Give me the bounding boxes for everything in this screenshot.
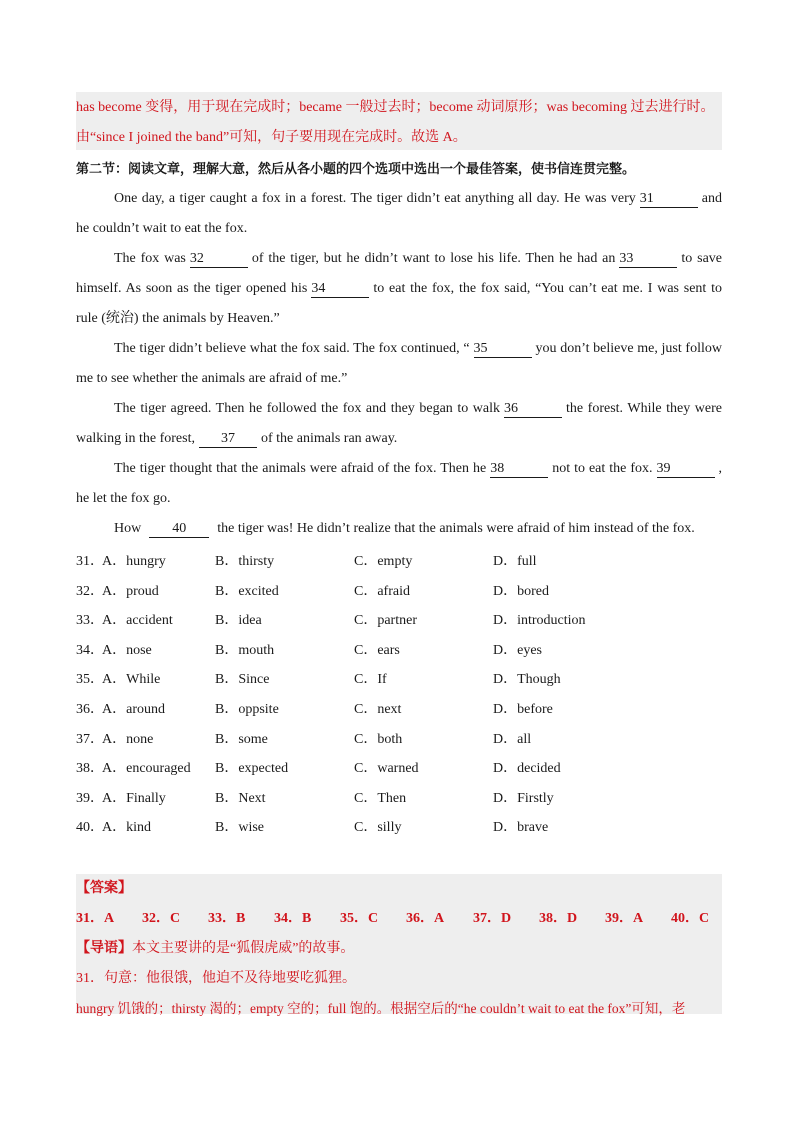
q31-sentence: 31．句意：他很饿，他迫不及待地要吃狐狸。 <box>76 971 356 986</box>
explanation-line-1: has become 变得，用于现在完成时；became 一般过去时；become 动词原形；was becoming 过去进行时。 <box>76 100 715 115</box>
blank-40: 40 <box>149 521 209 538</box>
blank-31: 31 <box>640 191 698 208</box>
option-a[interactable]: A．accident <box>102 613 173 629</box>
option-d[interactable]: D．brave <box>493 820 549 836</box>
passage-line: himself. As soon as the tiger opened his 34 to eat the fox, the fox said, “You can’t eat me. I was sent to <box>76 281 722 296</box>
option-b[interactable]: B．expected <box>215 761 289 777</box>
q31-explanation: hungry 饥饿的；thirsty 渴的；empty 空的；full 饱的。根据空后的“he couldn’t wait to eat the fox”可知，老 <box>76 1001 686 1016</box>
option-b[interactable]: B．wise <box>215 820 264 836</box>
blank-38: 38 <box>490 461 548 478</box>
option-d[interactable]: D．eyes <box>493 642 542 658</box>
passage-line: walking in the forest, 37 of the animals ran away. <box>76 431 398 446</box>
answer-key: 31．A <box>76 911 115 926</box>
answer-key: 33．B <box>208 911 246 926</box>
option-c[interactable]: C．next <box>354 701 402 717</box>
answer-key: 39．A <box>605 911 644 926</box>
option-b[interactable]: B．mouth <box>215 642 275 658</box>
option-b[interactable]: B．some <box>215 731 268 747</box>
answer-label: 【答案】 <box>76 881 132 896</box>
passage-line: rule (统治) the animals by Heaven.” <box>76 311 280 326</box>
option-c[interactable]: C．both <box>354 731 403 747</box>
passage-line: The tiger didn’t believe what the fox said. The fox continued, “ 35 you don’t believe me, just follow <box>114 341 722 356</box>
answer-key: 34．B <box>274 911 312 926</box>
passage-line: The tiger agreed. Then he followed the fox and they began to walk 36 the forest. While they were <box>114 401 722 416</box>
option-a[interactable]: A．none <box>102 731 154 747</box>
guide-text: 本文主要讲的是“狐假虎威”的故事。 <box>132 941 355 956</box>
guide-line <box>76 934 722 964</box>
guide-label: 【导语】 <box>76 941 132 956</box>
option-c[interactable]: C．afraid <box>354 583 410 599</box>
passage-line: One day, a tiger caught a fox in a forest. The tiger didn’t eat anything all day. He was very 31 and <box>114 191 722 206</box>
blank-36: 36 <box>504 401 562 418</box>
option-a[interactable]: A．nose <box>102 642 152 658</box>
option-a[interactable]: A．Finally <box>102 790 166 806</box>
blank-34: 34 <box>311 281 369 298</box>
option-b[interactable]: B．Next <box>215 790 266 806</box>
option-d[interactable]: D．Firstly <box>493 790 554 806</box>
option-c[interactable]: C．warned <box>354 761 419 777</box>
option-c[interactable]: C．If <box>354 672 387 688</box>
option-b[interactable]: B．Since <box>215 672 270 688</box>
answer-keys <box>76 904 722 934</box>
blank-39: 39 <box>657 461 715 478</box>
option-c[interactable]: C．ears <box>354 642 400 658</box>
option-d[interactable]: D．before <box>493 701 553 717</box>
option-c[interactable]: C．Then <box>354 790 407 806</box>
answer-key: 40．C <box>671 911 710 926</box>
explanation-line-2: 由“since I joined the band”可知，句子要用现在完成时。故选 A。 <box>76 130 467 145</box>
option-c[interactable]: C．silly <box>354 820 402 836</box>
section-heading: 第二节：阅读文章，理解大意，然后从各小题的四个选项中选出一个最佳答案，使书信连贯完整。 <box>76 162 636 177</box>
option-d[interactable]: D．decided <box>493 761 561 777</box>
option-c[interactable]: C．empty <box>354 554 413 569</box>
option-a[interactable]: A．proud <box>102 583 159 599</box>
option-c[interactable]: C．partner <box>354 613 417 629</box>
answer-key: 37．D <box>473 911 512 926</box>
blank-33: 33 <box>619 251 677 268</box>
option-a[interactable]: A．encouraged <box>102 761 191 777</box>
blank-32: 32 <box>190 251 248 268</box>
passage-line: How 40 the tiger was! He didn’t realize that the animals were afraid of him instead of the fox. <box>114 521 695 536</box>
option-d[interactable]: D．full <box>493 554 537 569</box>
option-a[interactable]: A．around <box>102 701 165 717</box>
passage-line: he let the fox go. <box>76 491 171 506</box>
option-a[interactable]: A．hungry <box>102 554 166 569</box>
blank-35: 35 <box>474 341 532 358</box>
answer-key: 38．D <box>539 911 578 926</box>
option-d[interactable]: D．all <box>493 731 532 747</box>
option-a[interactable]: A．kind <box>102 820 151 836</box>
option-a[interactable]: A．While <box>102 672 161 688</box>
passage-line: The tiger thought that the animals were afraid of the fox. Then he 38 not to eat the fox. 39 , <box>114 461 722 476</box>
passage-line: he couldn’t wait to eat the fox. <box>76 221 248 236</box>
blank-37: 37 <box>199 431 257 448</box>
option-b[interactable]: B．oppsite <box>215 701 279 717</box>
answer-key: 35．C <box>340 911 379 926</box>
cloze-passage <box>76 184 722 544</box>
passage-line: The fox was 32 of the tiger, but he didn’t want to lose his life. Then he had an 33 to save <box>114 251 722 266</box>
passage-line: me to see whether the animals are afraid of me.” <box>76 371 348 386</box>
option-d[interactable]: D．bored <box>493 583 549 599</box>
option-b[interactable]: B．thirsty <box>215 554 275 569</box>
answer-key: 36．A <box>406 911 445 926</box>
option-b[interactable]: B．excited <box>215 583 279 599</box>
option-b[interactable]: B．idea <box>215 613 262 629</box>
option-d[interactable]: D．introduction <box>493 613 586 629</box>
option-d[interactable]: D．Though <box>493 672 561 688</box>
answer-content <box>76 874 722 1024</box>
answer-key: 32．C <box>142 911 181 926</box>
